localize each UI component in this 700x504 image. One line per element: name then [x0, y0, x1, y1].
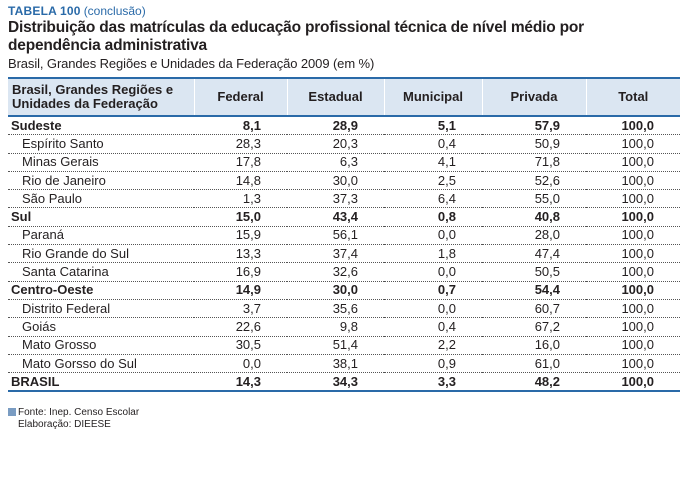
cell-total: 100,0: [586, 208, 680, 226]
cell-privada: 40,8: [482, 208, 586, 226]
cell-estadual: 37,3: [287, 190, 384, 208]
state-name: Rio Grande do Sul: [8, 245, 194, 263]
state-name: Goiás: [8, 318, 194, 336]
cell-municipal: 5,1: [384, 116, 482, 135]
state-name: Mato Gorsso do Sul: [8, 354, 194, 372]
cell-total: 100,0: [586, 336, 680, 354]
table-row: [8, 208, 680, 226]
state-name: Minas Gerais: [8, 153, 194, 171]
cell-federal: 30,5: [194, 336, 287, 354]
table-row: [8, 263, 680, 281]
cell-total: 100,0: [586, 354, 680, 372]
table-label: [8, 4, 680, 18]
table-row: [8, 226, 680, 244]
cell-federal: 1,3: [194, 190, 287, 208]
state-name: Rio de Janeiro: [8, 171, 194, 189]
state-name: Espírito Santo: [8, 135, 194, 153]
cell-municipal: 0,4: [384, 135, 482, 153]
region-name: Sul: [8, 208, 194, 226]
cell-federal: 16,9: [194, 263, 287, 281]
cell-privada: 55,0: [482, 190, 586, 208]
cell-privada: 50,5: [482, 263, 586, 281]
cell-estadual: 38,1: [287, 354, 384, 372]
cell-total: 100,0: [586, 116, 680, 135]
cell-total: 100,0: [586, 135, 680, 153]
cell-municipal: 2,5: [384, 171, 482, 189]
cell-estadual: 43,4: [287, 208, 384, 226]
cell-federal: 28,3: [194, 135, 287, 153]
cell-federal: 14,3: [194, 373, 287, 392]
cell-total: 100,0: [586, 226, 680, 244]
column-header-region: Brasil, Grandes Regiões e Unidades da Federação: [8, 78, 194, 116]
cell-privada: 16,0: [482, 336, 586, 354]
footer-notes: [8, 407, 139, 431]
cell-municipal: 0,8: [384, 208, 482, 226]
table-document: [8, 4, 680, 392]
table-label-suffix: (conclusão): [83, 4, 146, 18]
cell-privada: 54,4: [482, 281, 586, 299]
cell-total: 100,0: [586, 318, 680, 336]
cell-total: 100,0: [586, 190, 680, 208]
table-row: [8, 116, 680, 135]
cell-estadual: 35,6: [287, 299, 384, 317]
cell-municipal: 0,0: [384, 226, 482, 244]
cell-municipal: 2,2: [384, 336, 482, 354]
state-name: São Paulo: [8, 190, 194, 208]
cell-federal: 13,3: [194, 245, 287, 263]
cell-privada: 61,0: [482, 354, 586, 372]
table-row: [8, 318, 680, 336]
table-row: [8, 299, 680, 317]
column-header-total: Total: [586, 78, 680, 116]
cell-privada: 71,8: [482, 153, 586, 171]
cell-federal: 22,6: [194, 318, 287, 336]
cell-municipal: 3,3: [384, 373, 482, 392]
cell-federal: 17,8: [194, 153, 287, 171]
state-name: Distrito Federal: [8, 299, 194, 317]
cell-federal: 0,0: [194, 354, 287, 372]
cell-estadual: 34,3: [287, 373, 384, 392]
cell-privada: 67,2: [482, 318, 586, 336]
cell-federal: 3,7: [194, 299, 287, 317]
cell-estadual: 30,0: [287, 171, 384, 189]
cell-total: 100,0: [586, 153, 680, 171]
cell-privada: 48,2: [482, 373, 586, 392]
column-header-estadual: Estadual: [287, 78, 384, 116]
cell-municipal: 4,1: [384, 153, 482, 171]
region-name: Sudeste: [8, 116, 194, 135]
elaboration-note: Elaboração: DIEESE: [18, 419, 111, 430]
source-note: Fonte: Inep. Censo Escolar: [18, 407, 140, 418]
table-row: [8, 171, 680, 189]
table-subtitle: Brasil, Grandes Regiões e Unidades da Federação 2009 (em %): [8, 56, 375, 71]
cell-municipal: 0,4: [384, 318, 482, 336]
cell-estadual: 9,8: [287, 318, 384, 336]
state-name: Paraná: [8, 226, 194, 244]
table-row: [8, 354, 680, 372]
cell-municipal: 1,8: [384, 245, 482, 263]
cell-estadual: 20,3: [287, 135, 384, 153]
cell-estadual: 51,4: [287, 336, 384, 354]
cell-estadual: 32,6: [287, 263, 384, 281]
cell-municipal: 0,0: [384, 263, 482, 281]
cell-municipal: 0,7: [384, 281, 482, 299]
cell-privada: 60,7: [482, 299, 586, 317]
table-number: TABELA 100: [8, 4, 81, 18]
cell-federal: 14,8: [194, 171, 287, 189]
cell-federal: 14,9: [194, 281, 287, 299]
cell-privada: 52,6: [482, 171, 586, 189]
table-row: [8, 153, 680, 171]
cell-total: 100,0: [586, 299, 680, 317]
state-name: Mato Grosso: [8, 336, 194, 354]
cell-estadual: 56,1: [287, 226, 384, 244]
data-table: [8, 77, 680, 392]
cell-estadual: 37,4: [287, 245, 384, 263]
table-row: [8, 190, 680, 208]
column-header-privada: Privada: [482, 78, 586, 116]
state-name: Santa Catarina: [8, 263, 194, 281]
table-header-row: [8, 78, 680, 116]
table-row: [8, 336, 680, 354]
cell-estadual: 30,0: [287, 281, 384, 299]
cell-total: 100,0: [586, 281, 680, 299]
cell-total: 100,0: [586, 373, 680, 392]
cell-privada: 47,4: [482, 245, 586, 263]
cell-privada: 50,9: [482, 135, 586, 153]
column-header-federal: Federal: [194, 78, 287, 116]
table-row: [8, 281, 680, 299]
cell-municipal: 0,0: [384, 299, 482, 317]
cell-total: 100,0: [586, 263, 680, 281]
cell-privada: 57,9: [482, 116, 586, 135]
cell-total: 100,0: [586, 171, 680, 189]
source-marker-icon: [8, 408, 16, 416]
cell-federal: 15,9: [194, 226, 287, 244]
cell-estadual: 6,3: [287, 153, 384, 171]
cell-privada: 28,0: [482, 226, 586, 244]
table-row: [8, 245, 680, 263]
cell-municipal: 0,9: [384, 354, 482, 372]
cell-total: 100,0: [586, 245, 680, 263]
table-row: [8, 373, 680, 392]
column-header-municipal: Municipal: [384, 78, 482, 116]
cell-municipal: 6,4: [384, 190, 482, 208]
cell-federal: 15,0: [194, 208, 287, 226]
cell-estadual: 28,9: [287, 116, 384, 135]
region-name: Centro-Oeste: [8, 281, 194, 299]
table-title: Distribuição das matrículas da educação profissional técnica de nível médio por dependência administrativa: [8, 19, 584, 54]
region-name: BRASIL: [8, 373, 194, 392]
table-row: [8, 135, 680, 153]
cell-federal: 8,1: [194, 116, 287, 135]
